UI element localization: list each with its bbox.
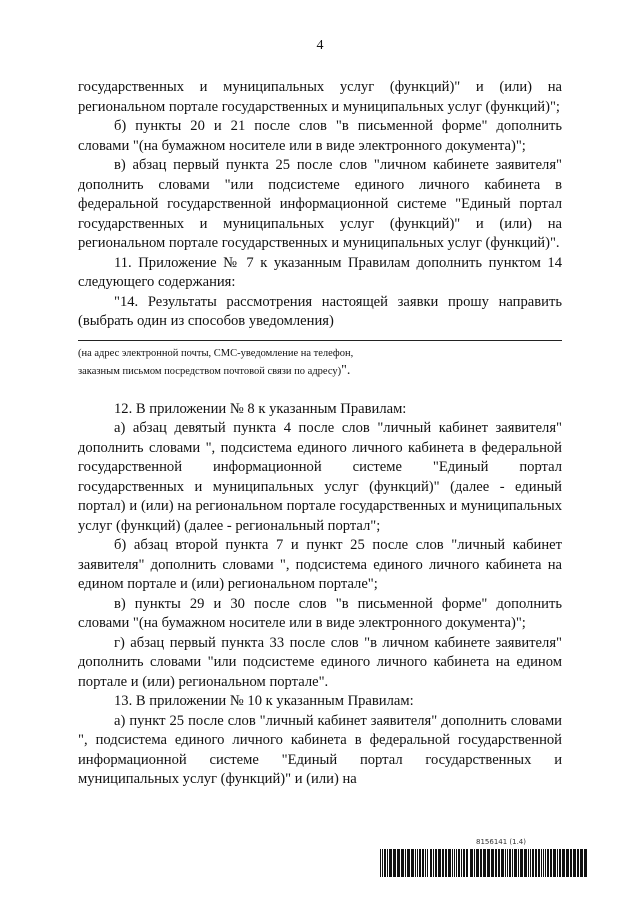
paragraph: 11. Приложение № 7 к указанным Правилам дополнить пунктом 14 следующего содержания:: [78, 254, 562, 290]
barcode-id: 8156141 (1.4): [476, 838, 526, 846]
paragraph: в) пункты 29 и 30 после слов "в письменной форме" дополнить словами "(на бумажном носителе или в виде электронного документа)";: [78, 595, 562, 631]
fill-in-caption-line2: заказным письмом посредством почтовой связи по адресу): [78, 365, 342, 377]
fill-in-caption-end: [78, 362, 562, 380]
fill-in-caption: (на адрес электронной почты, СМС-уведомление на телефон,: [78, 347, 354, 359]
page-number: 4: [316, 38, 324, 53]
fill-in-line: [78, 340, 562, 341]
paragraph: 12. В приложении № 8 к указанным Правилам:: [114, 400, 407, 417]
barcode-icon: [380, 849, 590, 877]
paragraph: а) пункт 25 после слов "личный кабинет заявителя" дополнить словами ", подсистема единого личного кабинета в федеральной государственной информационной системе "Единый портал государственных и муниципальных услуг (функций)" и (или) на: [78, 712, 562, 787]
paragraph: б) абзац второй пункта 7 и пункт 25 после слов "личный кабинет заявителя" дополнить словами ", подсистема единого личного кабинета на едином портале и (или) региональном портале";: [78, 537, 562, 592]
paragraph: б) пункты 20 и 21 после слов "в письменной форме" дополнить словами "(на бумажном носителе или в виде электронного документа)";: [78, 118, 562, 154]
paragraph: г) абзац первый пункта 33 после слов "в личном кабинете заявителя" дополнить словами "или подсистеме единого личного кабинета на едином портале и (или) региональном портале".: [78, 634, 562, 690]
paragraph: "14. Результаты рассмотрения настоящей заявки прошу направить (выбрать один из способов уведомления): [78, 293, 562, 329]
paragraph: а) абзац девятый пункта 4 после слов "личный кабинет заявителя" дополнить словами ", подсистема единого личного кабинета в федеральной государственной информационной системе "Единый портал государственных и муниципальных услуг (функций)" (далее - единый портал) и (или) на региональном портале государственных и муниципальных услуг (функций) (далее - региональный портал";: [78, 420, 562, 534]
paragraph: государственных и муниципальных услуг (функций)" и (или) на региональном портале государственных и муниципальных услуг (функций)";: [78, 79, 562, 115]
paragraph: в) абзац первый пункта 25 после слов "личном кабинете заявителя" дополнить словами "или подсистеме единого личного кабинета в федеральной государственной информационной системе "Единый портал государственных и муниципальных услуг (функций)" и (или) на региональном портале государственных и муниципальных услуг (функций)".: [78, 157, 562, 251]
document-body: [78, 78, 562, 790]
paragraph: 13. В приложении № 10 к указанным Правилам:: [114, 693, 414, 709]
barcode: [380, 838, 590, 878]
closing-quote: ".: [341, 362, 351, 378]
